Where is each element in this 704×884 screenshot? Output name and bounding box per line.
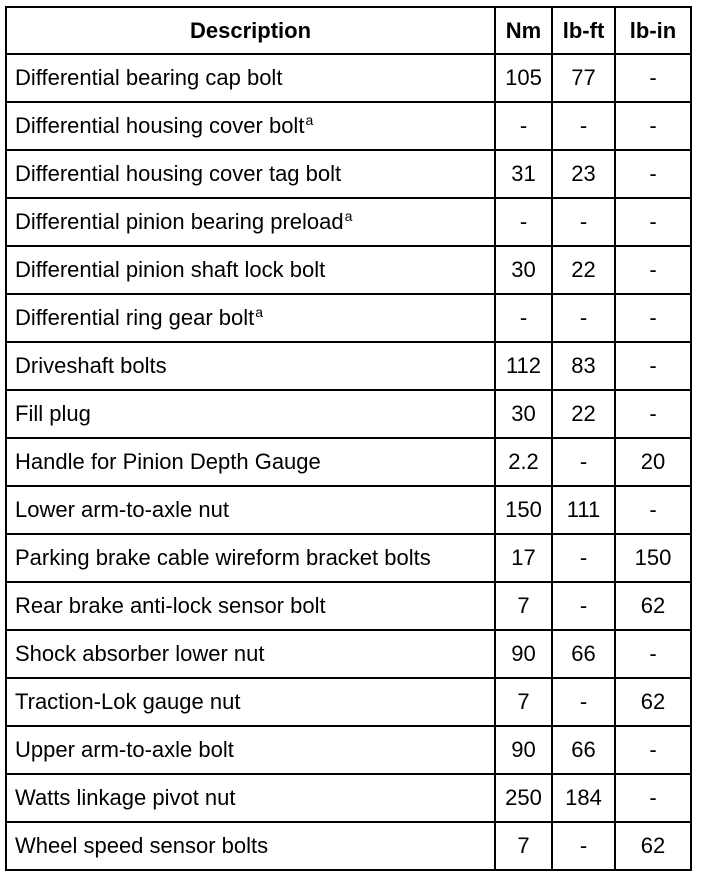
table-row	[6, 102, 691, 150]
description-cell	[6, 774, 495, 822]
lbin-cell: -	[615, 630, 691, 678]
description-cell	[6, 246, 495, 294]
lbft-cell: 83	[552, 342, 615, 390]
table-row	[6, 246, 691, 294]
table-row	[6, 54, 691, 102]
description-cell	[6, 678, 495, 726]
description-text: Driveshaft bolts	[15, 353, 167, 378]
footnote-marker: a	[344, 208, 353, 224]
header-row	[6, 7, 691, 54]
table-row	[6, 726, 691, 774]
table-row	[6, 438, 691, 486]
lbft-cell: -	[552, 438, 615, 486]
nm-cell: 90	[495, 630, 552, 678]
table-row	[6, 822, 691, 870]
description-text: Wheel speed sensor bolts	[15, 833, 269, 858]
description-cell	[6, 486, 495, 534]
lbin-cell: -	[615, 54, 691, 102]
description-text: Differential bearing cap bolt	[15, 65, 283, 90]
nm-cell: 30	[495, 246, 552, 294]
footnote-marker: a	[305, 112, 314, 128]
nm-cell: 2.2	[495, 438, 552, 486]
lbin-cell: -	[615, 294, 691, 342]
lbin-cell: 20	[615, 438, 691, 486]
lbin-cell: -	[615, 102, 691, 150]
lbft-cell: 66	[552, 630, 615, 678]
description-cell	[6, 198, 495, 246]
description-text: Shock absorber lower nut	[15, 641, 265, 666]
lbft-cell: 184	[552, 774, 615, 822]
description-text: Rear brake anti-lock sensor bolt	[15, 593, 326, 618]
description-text: Differential pinion shaft lock bolt	[15, 257, 326, 282]
nm-cell: 250	[495, 774, 552, 822]
nm-cell: 112	[495, 342, 552, 390]
lbft-cell: 111	[552, 486, 615, 534]
description-cell	[6, 294, 495, 342]
description-text: Parking brake cable wireform bracket bolts	[15, 545, 431, 570]
torque-spec-table	[5, 6, 692, 871]
lbin-cell: 62	[615, 678, 691, 726]
description-cell	[6, 822, 495, 870]
lbin-cell: -	[615, 150, 691, 198]
description-text: Differential pinion bearing preload	[15, 209, 344, 234]
header-lbft: lb-ft	[552, 7, 615, 54]
lbin-cell: -	[615, 486, 691, 534]
description-text: Handle for Pinion Depth Gauge	[15, 449, 321, 474]
description-cell	[6, 342, 495, 390]
lbft-cell: -	[552, 102, 615, 150]
table-row	[6, 198, 691, 246]
header-lbin: lb-in	[615, 7, 691, 54]
nm-cell: 90	[495, 726, 552, 774]
lbft-cell: -	[552, 198, 615, 246]
table-row	[6, 390, 691, 438]
lbin-cell: -	[615, 342, 691, 390]
nm-cell: 7	[495, 678, 552, 726]
nm-cell: -	[495, 198, 552, 246]
lbft-cell: -	[552, 678, 615, 726]
nm-cell: 7	[495, 582, 552, 630]
lbft-cell: 22	[552, 390, 615, 438]
description-cell	[6, 582, 495, 630]
description-cell	[6, 438, 495, 486]
lbft-cell: -	[552, 822, 615, 870]
nm-cell: 150	[495, 486, 552, 534]
description-cell	[6, 390, 495, 438]
lbin-cell: -	[615, 198, 691, 246]
table-row	[6, 774, 691, 822]
lbin-cell: -	[615, 726, 691, 774]
description-cell	[6, 630, 495, 678]
description-cell	[6, 726, 495, 774]
table-row	[6, 486, 691, 534]
lbft-cell: 23	[552, 150, 615, 198]
table-row	[6, 534, 691, 582]
nm-cell: 31	[495, 150, 552, 198]
table-header	[6, 7, 691, 54]
lbin-cell: -	[615, 246, 691, 294]
lbft-cell: -	[552, 534, 615, 582]
lbin-cell: -	[615, 390, 691, 438]
description-text: Watts linkage pivot nut	[15, 785, 236, 810]
lbin-cell: -	[615, 774, 691, 822]
description-text: Differential housing cover bolt	[15, 113, 305, 138]
description-text: Traction-Lok gauge nut	[15, 689, 241, 714]
lbin-cell: 62	[615, 582, 691, 630]
lbin-cell: 150	[615, 534, 691, 582]
table-row	[6, 342, 691, 390]
lbft-cell: 66	[552, 726, 615, 774]
description-text: Differential ring gear bolt	[15, 305, 255, 330]
lbin-cell: 62	[615, 822, 691, 870]
table-row	[6, 582, 691, 630]
nm-cell: 105	[495, 54, 552, 102]
description-text: Lower arm-to-axle nut	[15, 497, 229, 522]
description-text: Upper arm-to-axle bolt	[15, 737, 234, 762]
description-text: Differential housing cover tag bolt	[15, 161, 342, 186]
lbft-cell: 77	[552, 54, 615, 102]
nm-cell: 30	[495, 390, 552, 438]
nm-cell: -	[495, 294, 552, 342]
description-cell	[6, 54, 495, 102]
footnote-marker: a	[255, 304, 264, 320]
header-nm: Nm	[495, 7, 552, 54]
header-description: Description	[6, 7, 495, 54]
nm-cell: 17	[495, 534, 552, 582]
table-row	[6, 294, 691, 342]
description-cell	[6, 150, 495, 198]
nm-cell: -	[495, 102, 552, 150]
lbft-cell: -	[552, 582, 615, 630]
table-row	[6, 150, 691, 198]
lbft-cell: 22	[552, 246, 615, 294]
nm-cell: 7	[495, 822, 552, 870]
table-row	[6, 630, 691, 678]
description-cell	[6, 534, 495, 582]
lbft-cell: -	[552, 294, 615, 342]
description-text: Fill plug	[15, 401, 91, 426]
table-row	[6, 678, 691, 726]
description-cell	[6, 102, 495, 150]
table-body	[6, 54, 691, 870]
